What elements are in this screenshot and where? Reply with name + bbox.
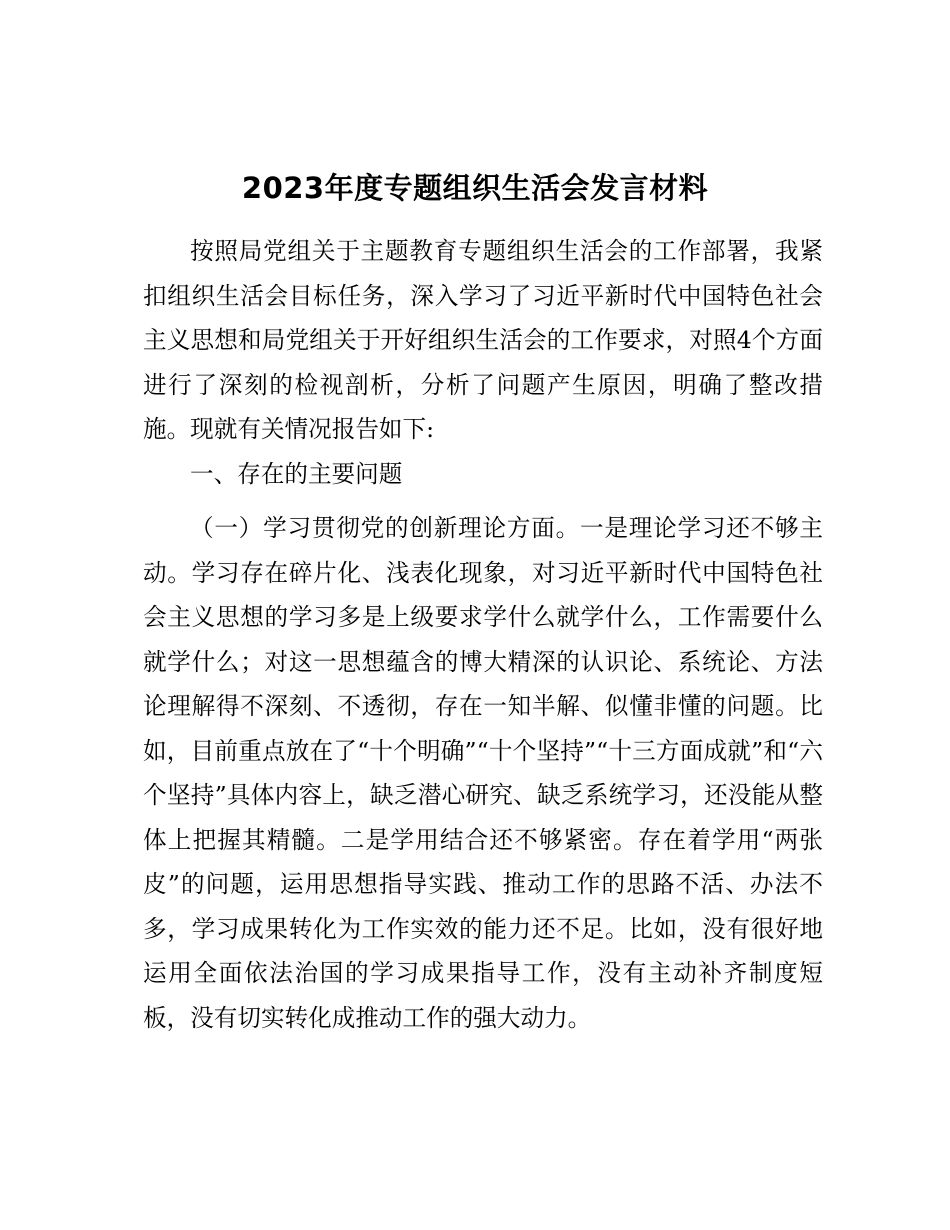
section-heading: 一、存在的主要问题 [190,460,403,488]
intro-paragraph: 按照局党组关于主题教育专题组织生活会的工作部署，我紧扣组织生活会目标任务，深入学习了习近平新时代中国特色社会主义思想和局党组关于开好组织生活会的工作要求，对照4个方面进行了深刻的检视剖析，分析了问题产生原因，明确了整改措施。现就有关情况报告如下: [143,237,823,443]
document-title: 2023年度专题组织生活会发言材料 [241,171,709,205]
body-paragraph: （一）学习贯彻党的创新理论方面。一是理论学习还不够主动。学习存在碎片化、浅表化现象，对习近平新时代中国特色社会主义思想的学习多是上级要求学什么就学什么，工作需要什么就学什么；对这一思想蕴含的博大精深的认识论、系统论、方法论理解得不深刻、不透彻，存在一知半解、似懂非懂的问题。比如，目前重点放在了“十个明确”“十个坚持”“十三方面成就”和“六个坚持”具体内容上，缺乏潜心研究、缺乏系统学习，还没能从整体上把握其精髓。二是学用结合还不够紧密。存在着学用“两张皮”的问题，运用思想指导实践、推动工作的思路不活、办法不多，学习成果转化为工作实效的能力还不足。比如，没有很好地运用全面依法治国的学习成果指导工作，没有主动补齐制度短板，没有切实转化成推动工作的强大动力。 [143,514,823,1032]
